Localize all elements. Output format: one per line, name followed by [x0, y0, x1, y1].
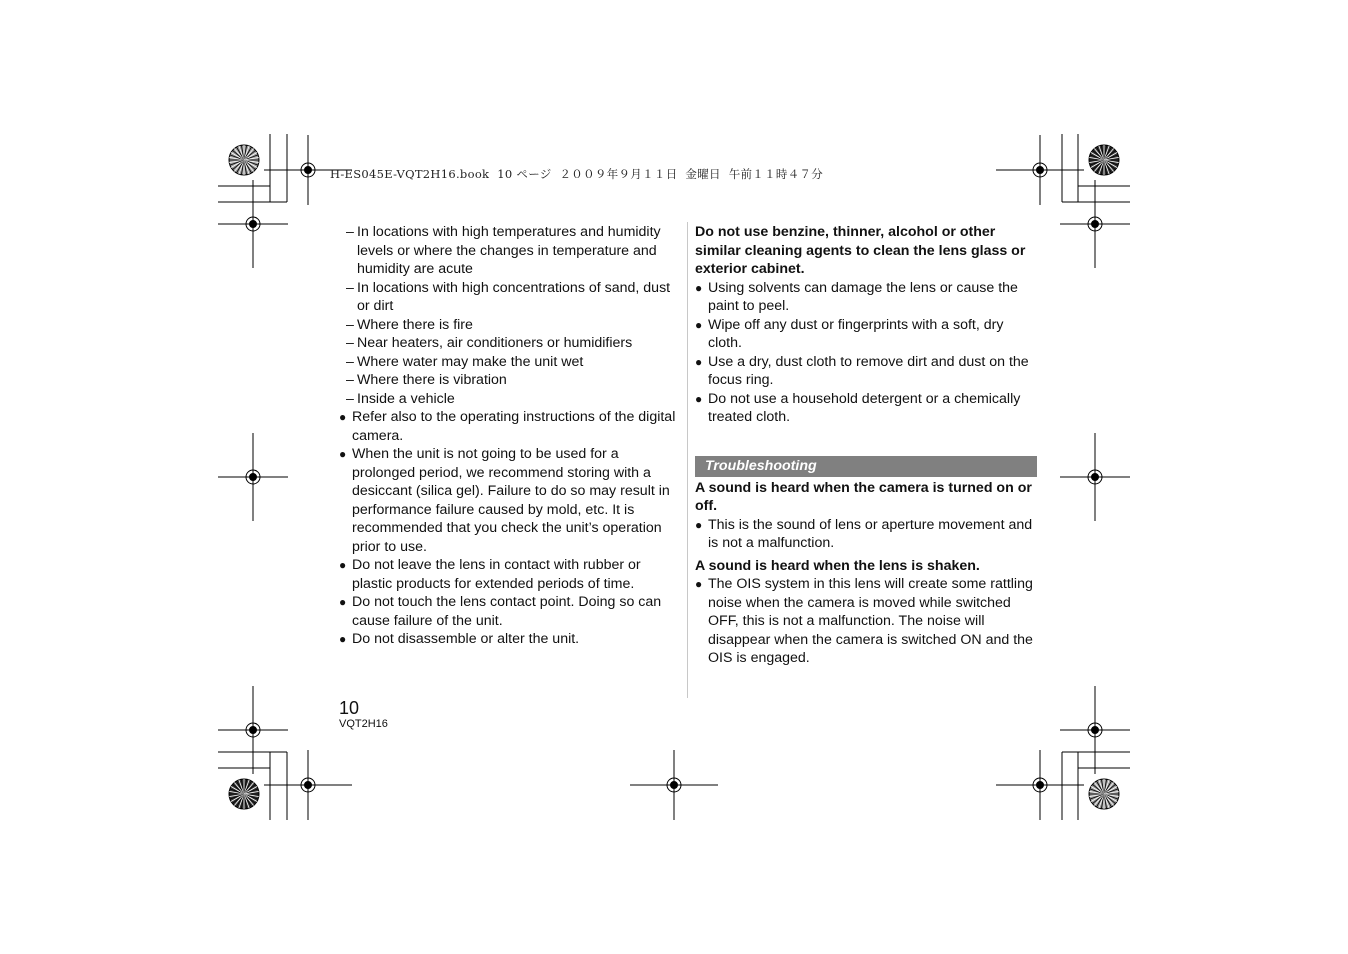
sunburst-target-icon [1089, 145, 1119, 175]
bullet-item: ● Using solvents can damage the lens or cause the paint to peel. [695, 279, 1018, 314]
list-item: – In locations with high concentrations of sand, dust or dirt [346, 279, 671, 314]
dash-mark: – [346, 224, 354, 240]
registration-mark-icon [264, 750, 352, 820]
bullet-icon: ● [695, 317, 703, 332]
document-code: VQT2H16 [339, 718, 388, 730]
bullet-item: ● Do not touch the lens contact point. Doing so can cause failure of the unit. [339, 594, 662, 629]
registration-mark-icon [218, 686, 288, 774]
print-info-header: H-ES045E-VQT2H16.book 10 ページ ２００９年９月１１日 金曜日 午前１１時４７分 [330, 167, 824, 181]
bullet-item: ● Wipe off any dust or fingerprints with a soft, dry cloth. [695, 316, 1004, 351]
bullet-item: ● When the unit is not going to be used for a prolonged period, we recommend storing with a desiccant (silica gel). Failure to do so may result in performance failure caused by mold, etc. It is recommended that you check the unit’s operation prior to use. [339, 446, 670, 555]
registration-mark-icon [1060, 686, 1130, 774]
bullet-icon: ● [339, 447, 347, 461]
faq-question: A sound is heard when the camera is turned on or off. [695, 479, 1032, 514]
right-column [695, 223, 1037, 668]
list-item: – Near heaters, air conditioners or humidifiers [346, 335, 633, 351]
registration-mark-icon [996, 750, 1084, 820]
bullet-icon: ● [695, 577, 703, 591]
registration-mark-icon [1060, 433, 1130, 521]
registration-mark-icon [630, 750, 718, 820]
bullet-item: ● Use a dry, dust cloth to remove dirt and dust on the focus ring. [695, 353, 1029, 388]
column-divider [687, 222, 688, 698]
registration-mark-icon [218, 433, 288, 521]
bullet-icon: ● [695, 280, 703, 295]
page-number: 10 [339, 698, 360, 718]
bullet-item: ● Do not disassemble or alter the unit. [339, 631, 580, 647]
sunburst-target-icon [1089, 779, 1119, 809]
dash-mark: – [346, 279, 354, 296]
faq-question: A sound is heard when the lens is shaken. [695, 557, 980, 574]
bullet-icon: ● [339, 410, 347, 424]
bullet-item: ● Do not leave the lens in contact with rubber or plastic products for extended periods of time. [339, 557, 641, 592]
faq-answer: ● The OIS system in this lens will create some rattling noise when the camera is moved while switched OFF, this is not a malfunction. The noise will disappear when the camera is switched ON and the OIS is engaged. [695, 576, 1033, 666]
bullet-item: ● Do not use a household detergent or a chemically treated cloth. [695, 390, 1021, 425]
bullet-item: ● Refer also to the operating instructions of the digital camera. [339, 409, 676, 444]
dash-mark: – [346, 316, 354, 333]
left-column [339, 223, 679, 649]
list-item: – Where there is fire [346, 316, 473, 333]
dash-mark: – [346, 372, 354, 388]
faq-answer: ● This is the sound of lens or aperture movement and is not a malfunction. [695, 516, 1033, 551]
section-title-troubleshooting: Troubleshooting [695, 456, 1037, 477]
bullet-icon: ● [339, 632, 347, 646]
cleaning-warning-heading: Do not use benzine, thinner, alcohol or other similar cleaning agents to clean the lens glass or exterior cabinet. [695, 224, 1026, 277]
bullet-icon: ● [339, 595, 347, 609]
bullet-icon: ● [695, 391, 703, 406]
list-item: – In locations with high temperatures and humidity levels or where the changes in temperature and humidity are acute [346, 224, 661, 277]
registration-mark-icon [218, 180, 288, 268]
registration-mark-icon [1060, 180, 1130, 268]
bullet-icon: ● [695, 517, 703, 532]
sunburst-target-icon [229, 779, 259, 809]
dash-mark: – [346, 390, 354, 407]
bullet-icon: ● [339, 558, 347, 572]
list-item: – Where water may make the unit wet [346, 353, 584, 370]
bullet-icon: ● [695, 354, 703, 369]
sunburst-target-icon [229, 145, 259, 175]
list-item: – Where there is vibration [346, 372, 507, 388]
registration-mark-icon [996, 135, 1084, 205]
dash-mark: – [346, 353, 354, 370]
list-item: – Inside a vehicle [346, 390, 455, 407]
dash-mark: – [346, 335, 354, 351]
